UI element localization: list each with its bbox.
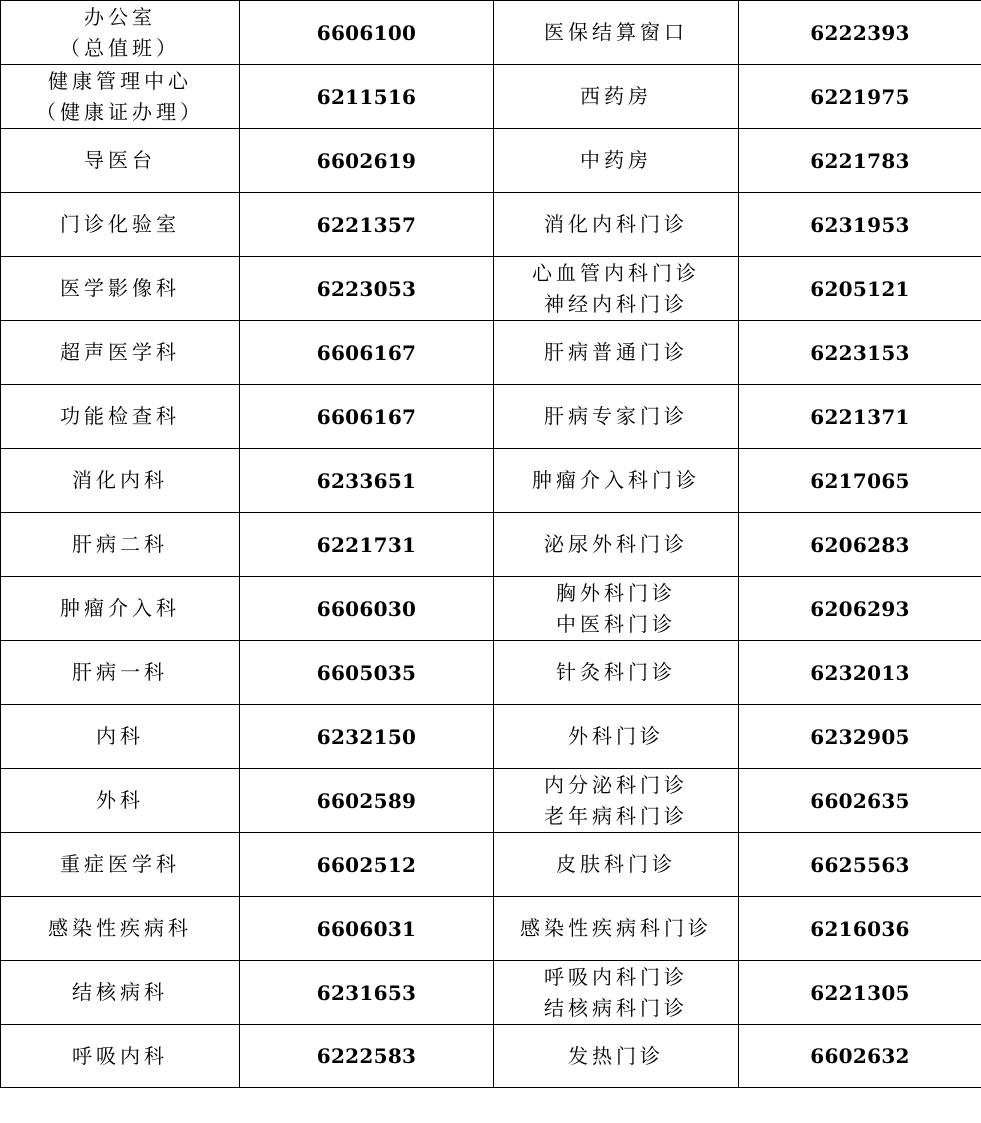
department-name-line: 超声医学科: [60, 340, 180, 364]
phone-number-cell: 6231953: [739, 193, 981, 257]
department-name-line: 肿瘤介入科: [60, 596, 180, 620]
phone-number-cell: 6206293: [739, 577, 981, 641]
department-name-line: 中医科门诊: [556, 611, 676, 636]
department-cell: [494, 1025, 739, 1088]
phone-number-cell: 6221305: [739, 961, 981, 1025]
department-name-line: 心血管内科门诊: [532, 260, 700, 285]
department-cell: [1, 1, 240, 65]
directory-row: [1, 65, 981, 129]
department-name-line: 重症医学科: [60, 852, 180, 876]
department-cell: [494, 769, 739, 833]
directory-row: [1, 513, 981, 577]
department-name-line: 感染性疾病科门诊: [520, 916, 712, 940]
directory-row: [1, 257, 981, 321]
directory-row: [1, 897, 981, 961]
department-cell: [1, 129, 240, 193]
directory-row: [1, 321, 981, 385]
phone-number-cell: 6222583: [240, 1025, 494, 1088]
phone-number-cell: 6221731: [240, 513, 494, 577]
phone-number-cell: 6605035: [240, 641, 494, 705]
department-name-line: 泌尿外科门诊: [544, 532, 688, 556]
department-cell: [494, 897, 739, 961]
department-name-line: 门诊化验室: [60, 212, 180, 236]
directory-row: [1, 641, 981, 705]
directory-row: [1, 705, 981, 769]
department-name-line: 中药房: [580, 148, 652, 172]
phone-number-cell: 6232905: [739, 705, 981, 769]
department-cell: [1, 449, 240, 513]
department-cell: [1, 1025, 240, 1088]
department-name-line: 医学影像科: [60, 276, 180, 300]
department-cell: [494, 321, 739, 385]
phone-number-cell: 6216036: [739, 897, 981, 961]
department-name-line: 感染性疾病科: [48, 916, 192, 940]
directory-row: [1, 129, 981, 193]
department-cell: [494, 641, 739, 705]
department-name-line: 肝病二科: [72, 532, 168, 556]
department-cell: [1, 961, 240, 1025]
phone-number-cell: 6223153: [739, 321, 981, 385]
phone-number-cell: 6221975: [739, 65, 981, 129]
phone-number-cell: 6232013: [739, 641, 981, 705]
department-name-line: 结核病科门诊: [544, 995, 688, 1020]
phone-number-cell: 6233651: [240, 449, 494, 513]
directory-row: [1, 577, 981, 641]
directory-row: [1, 385, 981, 449]
department-cell: [494, 513, 739, 577]
phone-number-cell: 6606031: [240, 897, 494, 961]
directory-row: [1, 193, 981, 257]
phone-directory-body: [1, 1, 981, 1088]
department-name-line: 功能检查科: [60, 404, 180, 428]
department-name-line: 西药房: [580, 84, 652, 108]
department-name-line: 健康管理中心: [48, 68, 192, 93]
department-cell: [494, 193, 739, 257]
phone-number-cell: 6606100: [240, 1, 494, 65]
department-name-line: 结核病科: [72, 980, 168, 1004]
phone-number-cell: 6606030: [240, 577, 494, 641]
phone-number-cell: 6222393: [739, 1, 981, 65]
department-name-line: 内科: [96, 724, 144, 748]
department-cell: [494, 705, 739, 769]
phone-number-cell: 6602619: [240, 129, 494, 193]
phone-number-cell: 6232150: [240, 705, 494, 769]
department-name-line: 消化内科门诊: [544, 212, 688, 236]
phone-number-cell: 6231653: [240, 961, 494, 1025]
department-cell: [1, 705, 240, 769]
phone-number-cell: 6221371: [739, 385, 981, 449]
department-cell: [1, 897, 240, 961]
phone-number-cell: 6205121: [739, 257, 981, 321]
department-cell: [1, 193, 240, 257]
department-cell: [1, 385, 240, 449]
department-cell: [1, 833, 240, 897]
directory-row: [1, 1, 981, 65]
department-name-line: 导医台: [84, 148, 156, 172]
directory-row: [1, 769, 981, 833]
department-name-line: 肝病普通门诊: [544, 340, 688, 364]
department-cell: [494, 65, 739, 129]
department-cell: [494, 385, 739, 449]
directory-row: [1, 961, 981, 1025]
department-cell: [1, 769, 240, 833]
directory-row: [1, 449, 981, 513]
department-name-line: 肝病一科: [72, 660, 168, 684]
department-name-line: 呼吸内科: [72, 1043, 168, 1068]
department-cell: [494, 577, 739, 641]
phone-number-cell: 6221783: [739, 129, 981, 193]
department-name-line: （健康证办理）: [36, 99, 204, 124]
department-name-line: 皮肤科门诊: [556, 852, 676, 876]
department-name-line: 办公室: [84, 4, 156, 29]
department-name-line: 肿瘤介入科门诊: [532, 468, 700, 492]
department-name-line: 医保结算窗口: [544, 20, 688, 44]
phone-number-cell: 6606167: [240, 321, 494, 385]
phone-number-cell: 6606167: [240, 385, 494, 449]
department-cell: [494, 833, 739, 897]
department-name-line: 肝病专家门诊: [544, 404, 688, 428]
department-cell: [1, 577, 240, 641]
department-name-line: 针灸科门诊: [556, 660, 676, 684]
phone-number-cell: 6221357: [240, 193, 494, 257]
phone-number-cell: 6217065: [739, 449, 981, 513]
phone-number-cell: 6602635: [739, 769, 981, 833]
department-name-line: 呼吸内科门诊: [544, 964, 688, 989]
directory-row: [1, 833, 981, 897]
department-name-line: 老年病科门诊: [544, 803, 688, 828]
department-cell: [494, 257, 739, 321]
department-name-line: 神经内科门诊: [544, 291, 688, 316]
phone-number-cell: 6602589: [240, 769, 494, 833]
department-name-line: 外科: [96, 788, 144, 812]
department-cell: [1, 513, 240, 577]
phone-number-cell: 6211516: [240, 65, 494, 129]
department-cell: [494, 449, 739, 513]
phone-number-cell: 6206283: [739, 513, 981, 577]
department-cell: [1, 641, 240, 705]
phone-number-cell: 6602512: [240, 833, 494, 897]
department-cell: [1, 65, 240, 129]
phone-number-cell: 6602632: [739, 1025, 981, 1088]
department-cell: [494, 961, 739, 1025]
phone-number-cell: 6625563: [739, 833, 981, 897]
department-name-line: 胸外科门诊: [556, 580, 676, 605]
directory-row: [1, 1025, 981, 1088]
phone-number-cell: 6223053: [240, 257, 494, 321]
department-name-line: 发热门诊: [568, 1043, 664, 1068]
department-cell: [494, 1, 739, 65]
department-name-line: （总值班）: [60, 35, 180, 60]
department-cell: [494, 129, 739, 193]
department-name-line: 内分泌科门诊: [544, 772, 688, 797]
department-name-line: 消化内科: [72, 468, 168, 492]
department-cell: [1, 321, 240, 385]
department-name-line: 外科门诊: [568, 724, 664, 748]
department-cell: [1, 257, 240, 321]
